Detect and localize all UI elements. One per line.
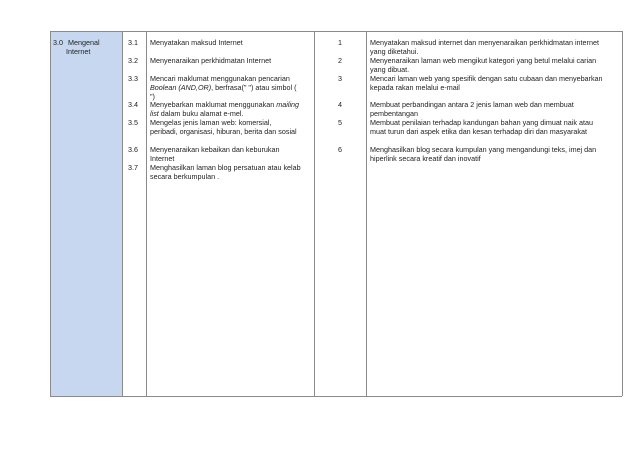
performance-descriptor: pembentangan: [370, 109, 418, 118]
column-divider: [122, 31, 123, 396]
column-divider: [146, 31, 147, 396]
performance-level: 2: [338, 56, 342, 65]
learning-standard: Internet: [150, 154, 175, 163]
learning-standard: [150, 84, 297, 93]
learning-standard: secara berkumpulan .: [150, 172, 220, 181]
boolean-term: Boolean (AND,OR): [150, 83, 212, 92]
text-fragment: dalam buku alamat e-mel.: [158, 109, 244, 118]
performance-descriptor: Menyenaraikan laman web mengikut kategori yang betul melalui carian: [370, 56, 597, 65]
table-top-border: [50, 31, 622, 32]
learning-standard: peribadi, organisasi, hiburan, berita dan sosial: [150, 127, 297, 136]
mailing-term: mailing: [276, 100, 300, 109]
standard-number: 3.2: [128, 56, 138, 65]
topic-code: 3.0: [53, 38, 63, 47]
standard-number: 3.1: [128, 38, 138, 47]
performance-descriptor: Mencari laman web yang spesifik dengan satu cubaan dan menyebarkan: [370, 74, 603, 83]
performance-descriptor: muat turun dari aspek etika dan kesan terhadap diri dan masyarakat: [370, 127, 587, 136]
performance-descriptor: Membuat perbandingan antara 2 jenis laman web dan membuat: [370, 100, 574, 109]
learning-standard: Menghasilkan laman blog persatuan atau kelab: [150, 163, 301, 172]
performance-descriptor: Membuat penilaian terhadap kandungan bahan yang dimuat naik atau: [370, 118, 593, 127]
standard-number: 3.7: [128, 163, 138, 172]
performance-descriptor: yang dibuat.: [370, 65, 410, 74]
list-term: list: [150, 109, 159, 118]
standard-number: 3.6: [128, 145, 138, 154]
learning-standard: Mengelas jenis laman web: komersial,: [150, 118, 272, 127]
performance-level: 1: [338, 38, 342, 47]
learning-standard: Menyenaraikan perkhidmatan Internet: [150, 56, 272, 65]
performance-level: 4: [338, 100, 342, 109]
performance-descriptor: yang diketahui.: [370, 47, 419, 56]
column-divider: [50, 31, 51, 396]
learning-standard: Menyenaraikan kebaikan dan keburukan: [150, 145, 280, 154]
column-divider: [622, 31, 623, 396]
topic-column-shading: [50, 31, 122, 396]
column-divider: [366, 31, 367, 396]
standard-number: 3.5: [128, 118, 138, 127]
learning-standard: Mencari maklumat menggunakan pencarian: [150, 74, 290, 83]
performance-descriptor: hiperlink secara kreatif dan inovatif: [370, 154, 481, 163]
standard-number: 3.3: [128, 74, 138, 83]
performance-descriptor: Menghasilkan blog secara kumpulan yang mengandungi teks, imej dan: [370, 145, 597, 154]
performance-level: 6: [338, 145, 342, 154]
performance-descriptor: Menyatakan maksud internet dan menyenaraikan perkhidmatan internet: [370, 38, 599, 47]
text-fragment: Menyebarkan maklumat menggunakan: [150, 100, 277, 109]
topic-title: Mengenal: [68, 38, 100, 47]
boolean-term-rest: , berfrasa(" ") atau simbol (: [211, 83, 297, 92]
table-bottom-border: [50, 396, 622, 397]
standard-number: 3.4: [128, 100, 138, 109]
learning-standard: Menyatakan maksud Internet: [150, 38, 243, 47]
performance-level: 5: [338, 118, 342, 127]
performance-descriptor: kepada rakan melalui e-mail: [370, 83, 460, 92]
column-divider: [314, 31, 315, 396]
topic-title-line2: Internet: [66, 47, 91, 56]
performance-level: 3: [338, 74, 342, 83]
learning-standard: "): [150, 92, 155, 101]
